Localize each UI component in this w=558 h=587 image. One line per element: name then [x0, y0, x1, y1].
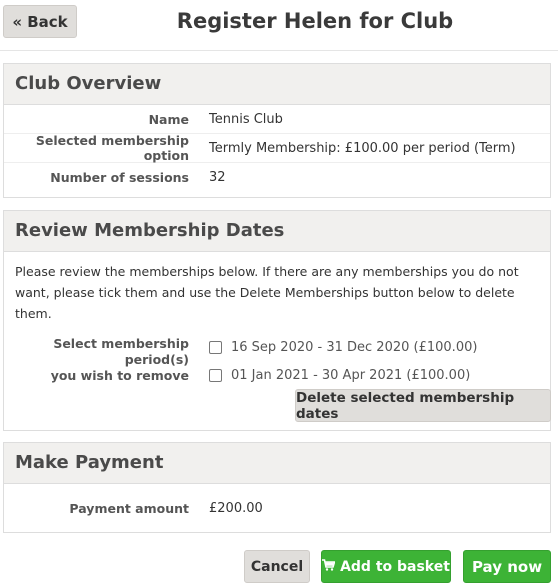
- add-to-basket-button[interactable]: [321, 550, 451, 583]
- club-overview-heading: Club Overview: [4, 64, 550, 105]
- make-payment-heading: Make Payment: [4, 443, 550, 484]
- period-1-label: 16 Sep 2020 - 31 Dec 2020 (£100.00): [231, 340, 478, 355]
- sessions-value: 32: [209, 169, 226, 185]
- payment-amount-value: £200.00: [209, 500, 263, 516]
- overview-row-sessions: [4, 163, 550, 191]
- period-select-label-line1: Select membership period(s): [53, 336, 189, 367]
- period-option-1[interactable]: [209, 340, 477, 355]
- pay-now-button[interactable]: Pay now: [463, 550, 551, 583]
- name-value: Tennis Club: [209, 111, 283, 127]
- delete-membership-dates-button[interactable]: Delete selected membership dates: [295, 389, 551, 422]
- overview-row-option: [4, 134, 550, 163]
- title-divider: [0, 50, 558, 51]
- name-label: Name: [148, 111, 189, 127]
- period-select-label-line2: you wish to remove: [50, 368, 189, 383]
- option-value: Termly Membership: £100.00 per period (Term): [209, 140, 516, 156]
- period-1-checkbox[interactable]: [209, 341, 222, 354]
- period-option-2[interactable]: [209, 368, 470, 383]
- review-dates-heading: Review Membership Dates: [4, 211, 550, 252]
- payment-amount-label: Payment amount: [69, 500, 189, 516]
- sessions-label: Number of sessions: [50, 169, 189, 185]
- overview-row-name: [4, 105, 550, 134]
- make-payment-panel: [3, 442, 551, 533]
- page-title: Register Helen for Club: [176, 9, 454, 33]
- period-2-checkbox[interactable]: [209, 369, 222, 382]
- cancel-button[interactable]: Cancel: [244, 550, 310, 583]
- back-button[interactable]: « Back: [3, 5, 77, 38]
- cart-icon: [322, 559, 335, 575]
- payment-amount-row: [4, 484, 550, 532]
- period-select-label: [4, 336, 189, 384]
- review-intro-text: Please review the memberships below. If there are any memberships you do not want, please tick them and use the Delete Memberships button below to delete them.: [15, 264, 519, 321]
- period-2-label: 01 Jan 2021 - 30 Apr 2021 (£100.00): [231, 368, 471, 383]
- option-label: Selected membership option: [35, 133, 189, 163]
- add-to-basket-label: Add to basket: [340, 558, 450, 575]
- club-overview-panel: [3, 63, 551, 198]
